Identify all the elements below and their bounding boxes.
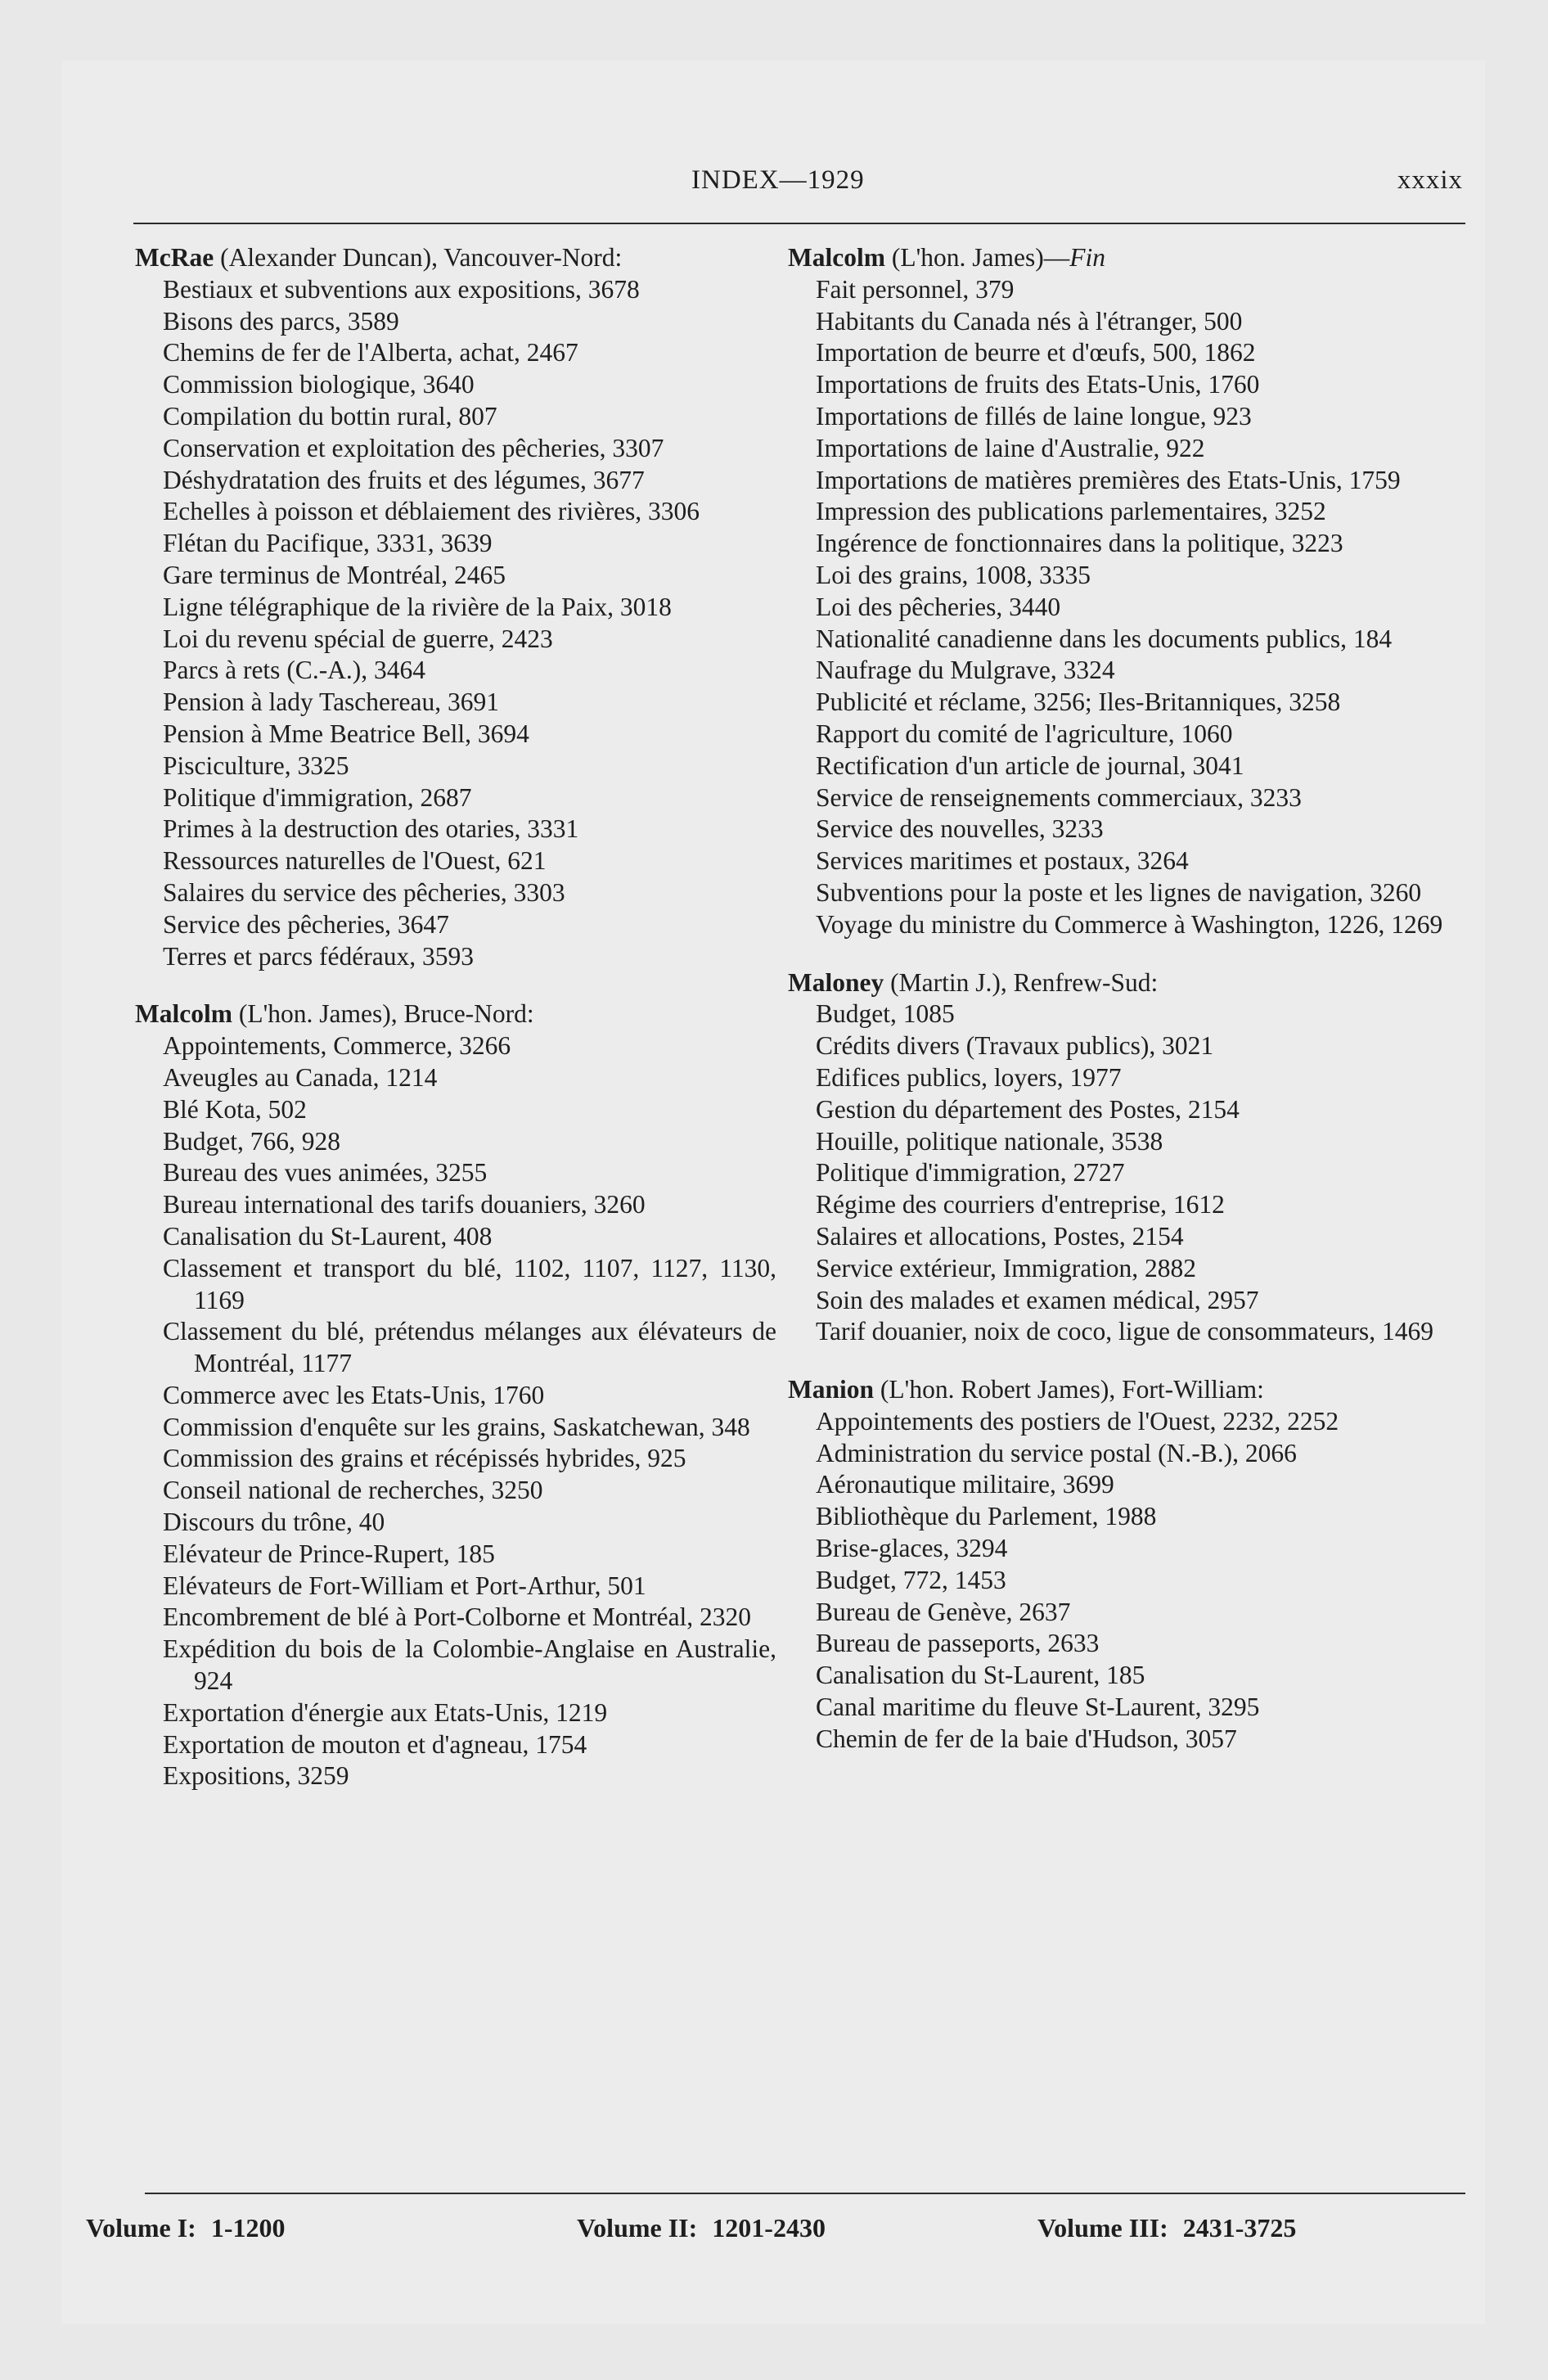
entry-heading bbox=[135, 242, 776, 274]
subject-entry: Impression des publications parlementaires, 3252 bbox=[816, 497, 1326, 526]
subject-entry: Ingérence de fonctionnaires dans la politique, 3223 bbox=[816, 529, 1343, 558]
subject-entry: Appointements, Commerce, 3266 bbox=[163, 1031, 511, 1061]
subject-entry: Bisons des parcs, 3589 bbox=[163, 306, 399, 336]
volume-1-range: 1-1200 bbox=[210, 2213, 286, 2243]
member-description: (L'hon. Robert James), Fort-William: bbox=[874, 1375, 1264, 1404]
subject-entry: Service de renseignements commerciaux, 3233 bbox=[816, 782, 1302, 812]
subject-entry: Loi des grains, 1008, 3335 bbox=[816, 560, 1091, 589]
entry-heading bbox=[788, 1374, 1465, 1406]
subject-entry: Rapport du comité de l'agriculture, 1060 bbox=[816, 719, 1233, 748]
member-description: (L'hon. James)— bbox=[884, 243, 1070, 272]
subject-entry: Pension à Mme Beatrice Bell, 3694 bbox=[163, 719, 529, 748]
subject-entry: Salaires du service des pêcheries, 3303 bbox=[163, 877, 565, 907]
subject-entry: Rectification d'un article de journal, 3041 bbox=[816, 751, 1244, 780]
subject-entry: Exportation d'énergie aux Etats-Unis, 1219 bbox=[163, 1697, 608, 1727]
subject-entry: Bibliothèque du Parlement, 1988 bbox=[816, 1502, 1157, 1531]
subject-entry: Elévateur de Prince-Rupert, 185 bbox=[163, 1539, 495, 1568]
subject-entry: Importations de fillés de laine longue, 923 bbox=[816, 401, 1252, 430]
subject-entry: Chemins de fer de l'Alberta, achat, 2467 bbox=[163, 338, 578, 367]
subject-entry: Fait personnel, 379 bbox=[816, 274, 1015, 304]
page-number: xxxix bbox=[1397, 165, 1463, 195]
member-name: Malcolm bbox=[788, 243, 885, 272]
subject-entry: Houille, politique nationale, 3538 bbox=[816, 1126, 1163, 1156]
subject-entry: Importations de laine d'Australie, 922 bbox=[816, 433, 1205, 462]
subject-entry: Bureau de Genève, 2637 bbox=[816, 1597, 1071, 1626]
subject-entry: Expositions, 3259 bbox=[163, 1761, 349, 1791]
subject-entry: Ligne télégraphique de la rivière de la Paix, 3018 bbox=[163, 592, 672, 621]
member-description: (Alexander Duncan), Vancouver-Nord: bbox=[214, 243, 623, 272]
member-name: Malcolm bbox=[135, 999, 232, 1029]
volume-3-range: 2431-3725 bbox=[1182, 2213, 1297, 2243]
subject-entry: Déshydratation des fruits et des légumes, 3677 bbox=[163, 465, 645, 494]
subject-entry: Tarif douanier, noix de coco, ligue de consommateurs, 1469 bbox=[816, 1317, 1433, 1346]
index-entry-block bbox=[788, 1374, 1465, 1756]
volume-2-range: 1201-2430 bbox=[712, 2213, 826, 2243]
left-column bbox=[135, 242, 776, 1819]
subject-entry: Habitants du Canada nés à l'étranger, 500 bbox=[816, 306, 1243, 336]
subject-list bbox=[788, 1406, 1465, 1756]
subject-entry: Encombrement de blé à Port-Colborne et Montréal, 2320 bbox=[163, 1602, 752, 1632]
right-column bbox=[788, 242, 1465, 1782]
subject-entry: Classement du blé, prétendus mélanges aux élévateurs de Montréal, 1177 bbox=[163, 1317, 776, 1378]
subject-entry: Bestiaux et subventions aux expositions, 3678 bbox=[163, 274, 640, 304]
subject-entry: Commission biologique, 3640 bbox=[163, 370, 475, 399]
subject-entry: Budget, 766, 928 bbox=[163, 1126, 340, 1156]
subject-entry: Exportation de mouton et d'agneau, 1754 bbox=[163, 1729, 587, 1759]
subject-list bbox=[788, 274, 1465, 941]
subject-entry: Compilation du bottin rural, 807 bbox=[163, 401, 497, 430]
subject-entry: Service extérieur, Immigration, 2882 bbox=[816, 1253, 1196, 1282]
index-page bbox=[61, 61, 1485, 2324]
subject-entry: Conseil national de recherches, 3250 bbox=[163, 1476, 543, 1505]
subject-entry: Edifices publics, loyers, 1977 bbox=[816, 1062, 1122, 1092]
volume-3-label: Volume III: bbox=[1037, 2213, 1168, 2243]
index-entry-block bbox=[788, 242, 1465, 941]
subject-entry: Aveugles au Canada, 1214 bbox=[163, 1062, 438, 1092]
member-name: McRae bbox=[135, 243, 214, 272]
subject-entry: Service des pêcheries, 3647 bbox=[163, 909, 449, 939]
subject-entry: Expédition du bois de la Colombie-Anglaise en Australie, 924 bbox=[163, 1634, 776, 1696]
subject-list bbox=[135, 1030, 776, 1792]
subject-entry: Politique d'immigration, 2687 bbox=[163, 782, 472, 812]
subject-entry: Budget, 772, 1453 bbox=[816, 1565, 1006, 1594]
subject-entry: Politique d'immigration, 2727 bbox=[816, 1158, 1125, 1188]
subject-entry: Elévateurs de Fort-William et Port-Arthur, 501 bbox=[163, 1571, 646, 1600]
subject-entry: Chemin de fer de la baie d'Hudson, 3057 bbox=[816, 1724, 1237, 1753]
subject-entry: Canal maritime du fleuve St-Laurent, 3295 bbox=[816, 1693, 1260, 1722]
subject-entry: Discours du trône, 40 bbox=[163, 1508, 385, 1537]
subject-entry: Loi du revenu spécial de guerre, 2423 bbox=[163, 624, 553, 653]
subject-entry: Régime des courriers d'entreprise, 1612 bbox=[816, 1190, 1225, 1219]
subject-entry: Aéronautique militaire, 3699 bbox=[816, 1470, 1114, 1499]
subject-entry: Importations de matières premières des Etats-Unis, 1759 bbox=[816, 465, 1401, 494]
volume-footer bbox=[61, 2213, 1485, 2254]
subject-entry: Service des nouvelles, 3233 bbox=[816, 814, 1104, 844]
volume-1-label: Volume I: bbox=[86, 2213, 196, 2243]
subject-entry: Pisciculture, 3325 bbox=[163, 751, 349, 780]
subject-entry: Subventions pour la poste et les lignes de navigation, 3260 bbox=[816, 877, 1422, 907]
subject-entry: Blé Kota, 502 bbox=[163, 1094, 307, 1124]
subject-entry: Services maritimes et postaux, 3264 bbox=[816, 846, 1189, 876]
subject-list bbox=[135, 274, 776, 973]
member-name: Maloney bbox=[788, 967, 884, 997]
subject-entry: Ressources naturelles de l'Ouest, 621 bbox=[163, 846, 547, 876]
subject-entry: Bureau des vues animées, 3255 bbox=[163, 1158, 488, 1188]
volume-1 bbox=[86, 2213, 285, 2243]
subject-entry: Classement et transport du blé, 1102, 1107, 1127, 1130, 1169 bbox=[163, 1253, 776, 1314]
subject-entry: Bureau de passeports, 2633 bbox=[816, 1629, 1100, 1658]
subject-list bbox=[788, 998, 1465, 1348]
subject-entry: Bureau international des tarifs douaniers, 3260 bbox=[163, 1190, 646, 1219]
volume-2-label: Volume II: bbox=[577, 2213, 698, 2243]
member-description: (L'hon. James), Bruce-Nord: bbox=[232, 999, 534, 1029]
footer-rule bbox=[145, 2193, 1465, 2194]
volume-3 bbox=[1037, 2213, 1296, 2243]
index-entry-block bbox=[135, 998, 776, 1792]
subject-entry: Budget, 1085 bbox=[816, 999, 955, 1029]
continuation-marker: Fin bbox=[1069, 243, 1105, 272]
subject-entry: Importation de beurre et d'œufs, 500, 1862 bbox=[816, 338, 1256, 367]
subject-entry: Brise-glaces, 3294 bbox=[816, 1534, 1008, 1563]
volume-2 bbox=[577, 2213, 826, 2243]
subject-entry: Parcs à rets (C.-A.), 3464 bbox=[163, 656, 426, 685]
entry-heading bbox=[788, 967, 1465, 999]
subject-entry: Gestion du département des Postes, 2154 bbox=[816, 1094, 1240, 1124]
member-description: (Martin J.), Renfrew-Sud: bbox=[884, 967, 1159, 997]
subject-entry: Commission d'enquête sur les grains, Saskatchewan, 348 bbox=[163, 1412, 750, 1441]
subject-entry: Commission des grains et récépissés hybrides, 925 bbox=[163, 1444, 686, 1473]
entry-heading bbox=[135, 998, 776, 1030]
subject-entry: Voyage du ministre du Commerce à Washington, 1226, 1269 bbox=[816, 909, 1443, 939]
subject-entry: Terres et parcs fédéraux, 3593 bbox=[163, 941, 474, 971]
subject-entry: Salaires et allocations, Postes, 2154 bbox=[816, 1221, 1184, 1251]
subject-entry: Canalisation du St-Laurent, 185 bbox=[816, 1661, 1145, 1690]
subject-entry: Naufrage du Mulgrave, 3324 bbox=[816, 656, 1115, 685]
subject-entry: Flétan du Pacifique, 3331, 3639 bbox=[163, 529, 493, 558]
subject-entry: Soin des malades et examen médical, 2957 bbox=[816, 1285, 1259, 1314]
member-name: Manion bbox=[788, 1375, 875, 1404]
header-rule bbox=[133, 223, 1465, 224]
subject-entry: Publicité et réclame, 3256; Iles-Britanniques, 3258 bbox=[816, 687, 1341, 717]
subject-entry: Importations de fruits des Etats-Unis, 1760 bbox=[816, 370, 1260, 399]
subject-entry: Conservation et exploitation des pêcheries, 3307 bbox=[163, 433, 664, 462]
entry-heading bbox=[788, 242, 1465, 274]
subject-entry: Gare terminus de Montréal, 2465 bbox=[163, 560, 506, 589]
subject-entry: Nationalité canadienne dans les documents publics, 184 bbox=[816, 624, 1393, 653]
subject-entry: Pension à lady Taschereau, 3691 bbox=[163, 687, 499, 717]
subject-entry: Appointements des postiers de l'Ouest, 2232, 2252 bbox=[816, 1406, 1339, 1436]
subject-entry: Primes à la destruction des otaries, 3331 bbox=[163, 814, 579, 844]
subject-entry: Crédits divers (Travaux publics), 3021 bbox=[816, 1031, 1214, 1061]
index-entry-block bbox=[135, 242, 776, 972]
subject-entry: Administration du service postal (N.-B.), 2066 bbox=[816, 1438, 1297, 1467]
subject-entry: Canalisation du St-Laurent, 408 bbox=[163, 1221, 493, 1251]
running-header bbox=[61, 165, 1485, 206]
page-title: INDEX—1929 bbox=[691, 165, 865, 195]
subject-entry: Loi des pêcheries, 3440 bbox=[816, 592, 1061, 621]
subject-entry: Commerce avec les Etats-Unis, 1760 bbox=[163, 1380, 545, 1409]
subject-entry: Echelles à poisson et déblaiement des rivières, 3306 bbox=[163, 497, 700, 526]
index-entry-block bbox=[788, 967, 1465, 1349]
